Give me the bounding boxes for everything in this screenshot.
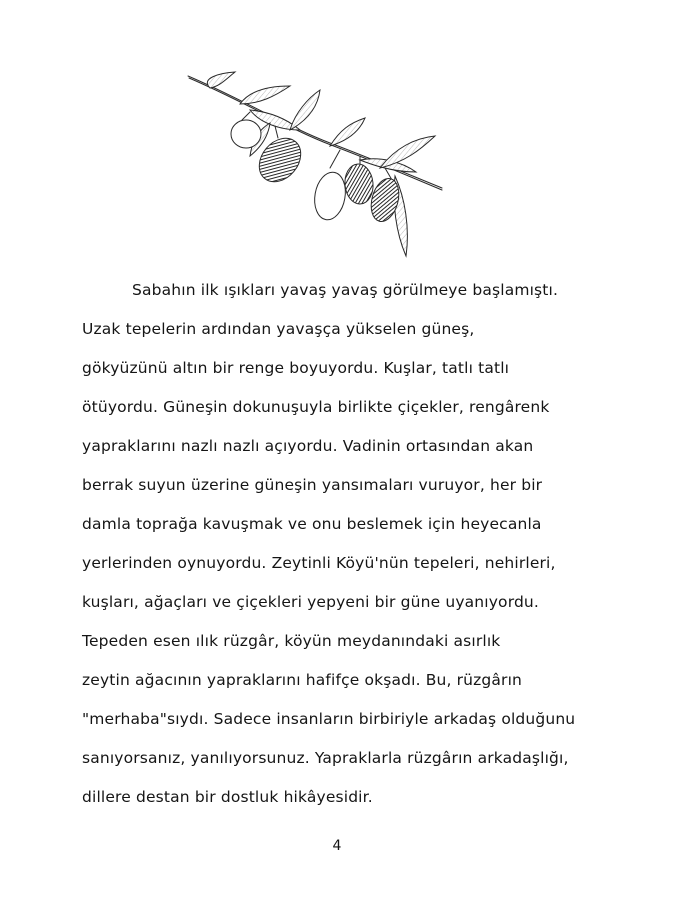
story-line: Uzak tepelerin ardından yavaşça yükselen güneş,: [82, 320, 475, 338]
olive-branch-icon: [180, 68, 450, 268]
story-line: sanıyorsanız, yanılıyorsunuz. Yapraklarla rüzgârın arkadaşlığı,: [82, 749, 569, 767]
story-line: kuşları, ağaçları ve çiçekleri yepyeni bir güne uyanıyordu.: [82, 593, 539, 611]
story-line: "merhaba"sıydı. Sadece insanların birbiriyle arkadaş olduğunu: [82, 710, 576, 728]
story-line: yerlerinden oynuyordu. Zeytinli Köyü'nün tepeleri, nehirleri,: [82, 554, 556, 572]
story-line: yapraklarını nazlı nazlı açıyordu. Vadinin ortasından akan: [82, 437, 534, 455]
story-line: damla toprağa kavuşmak ve onu beslemek için heyecanla: [82, 515, 542, 533]
page-number: 4: [332, 838, 342, 854]
story-line: gökyüzünü altın bir renge boyuyordu. Kuşlar, tatlı tatlı: [82, 359, 510, 377]
story-line: Tepeden esen ılık rüzgâr, köyün meydanındaki asırlık: [82, 632, 501, 650]
story-line: Sabahın ilk ışıkları yavaş yavaş görülmeye başlamıştı.: [132, 281, 559, 299]
story-line: dillere destan bir dostluk hikâyesidir.: [82, 788, 373, 806]
story-line: ötüyordu. Güneşin dokunuşuyla birlikte çiçekler, rengârenk: [82, 398, 550, 416]
story-line: zeytin ağacının yapraklarını hafifçe okşadı. Bu, rüzgârın: [82, 671, 523, 689]
story-line: berrak suyun üzerine güneşin yansımaları vuruyor, her bir: [82, 476, 543, 494]
